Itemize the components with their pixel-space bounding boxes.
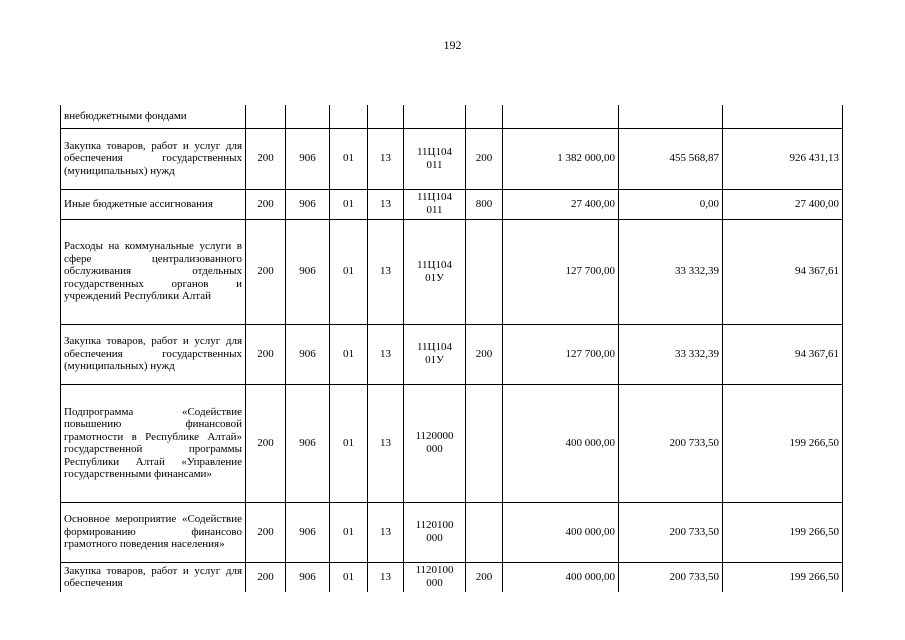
target-code-part: 1120100 [415, 564, 454, 577]
row-name: Закупка товаров, работ и услуг для обеспечения [61, 562, 246, 592]
cell-section: 01 [330, 219, 368, 324]
table-row [61, 105, 843, 128]
target-code-part: 000 [426, 443, 443, 455]
cell-expense-type [466, 384, 503, 502]
row-name: внебюджетными фондами [61, 105, 246, 128]
cell-target-code [404, 219, 466, 324]
cell-ministry: 906 [286, 324, 330, 384]
cell-section: 01 [330, 384, 368, 502]
cell-approved-amount: 127 700,00 [503, 324, 619, 384]
target-code-part: 011 [426, 158, 443, 171]
target-code-part: 000 [426, 577, 443, 590]
cell-subsection: 13 [368, 562, 404, 592]
cell-expense-type: 200 [466, 324, 503, 384]
cell-section: 01 [330, 128, 368, 189]
cell-approved-amount: 1 382 000,00 [503, 128, 619, 189]
cell-target-code [404, 128, 466, 189]
cell-subsection [368, 105, 404, 128]
cell-approved-amount: 400 000,00 [503, 502, 619, 562]
cell-expense-type [466, 502, 503, 562]
cell-executed-amount: 33 332,39 [619, 324, 723, 384]
cell-remaining-amount: 926 431,13 [723, 128, 843, 189]
table-row [61, 384, 843, 502]
cell-remaining-amount: 199 266,50 [723, 562, 843, 592]
cell-ministry: 906 [286, 219, 330, 324]
cell-subsection: 13 [368, 189, 404, 219]
target-code-part: 011 [426, 204, 443, 216]
cell-remaining-amount: 94 367,61 [723, 324, 843, 384]
cell-approved-amount: 127 700,00 [503, 219, 619, 324]
table-row [61, 219, 843, 324]
cell-subsection: 13 [368, 384, 404, 502]
cell-admin: 200 [246, 502, 286, 562]
cell-admin: 200 [246, 219, 286, 324]
cell-ministry: 906 [286, 502, 330, 562]
cell-target-code [404, 562, 466, 592]
table-row [61, 502, 843, 562]
page-number: 192 [443, 38, 462, 52]
cell-section: 01 [330, 562, 368, 592]
table-row [61, 324, 843, 384]
cell-approved-amount [503, 105, 619, 128]
cell-expense-type: 200 [466, 562, 503, 592]
cell-target-code [404, 502, 466, 562]
cell-executed-amount: 33 332,39 [619, 219, 723, 324]
cell-ministry [286, 105, 330, 128]
cell-subsection: 13 [368, 324, 404, 384]
row-name: Подпрограмма «Содействие повышению финансовой грамотности в Республике Алтай» государственной программы Республики Алтай «Управление государственными финансами» [61, 384, 246, 502]
target-code-part: 11Ц104 [416, 341, 453, 353]
cell-executed-amount: 200 733,50 [619, 562, 723, 592]
cell-admin [246, 105, 286, 128]
cell-executed-amount [619, 105, 723, 128]
target-code-part: 1120000 [415, 430, 454, 442]
table-row [61, 128, 843, 189]
cell-expense-type: 200 [466, 128, 503, 189]
table-row [61, 189, 843, 219]
cell-section: 01 [330, 502, 368, 562]
cell-admin: 200 [246, 189, 286, 219]
cell-subsection: 13 [368, 128, 404, 189]
cell-section: 01 [330, 324, 368, 384]
cell-approved-amount: 27 400,00 [503, 189, 619, 219]
cell-section [330, 105, 368, 128]
cell-section: 01 [330, 189, 368, 219]
row-name: Закупка товаров, работ и услуг для обеспечения государственных (муниципальных) нужд [61, 128, 246, 189]
cell-admin: 200 [246, 324, 286, 384]
row-name: Основное мероприятие «Содействие формированию финансово грамотного поведения населения» [61, 502, 246, 562]
cell-ministry: 906 [286, 189, 330, 219]
target-code-part: 1120100 [415, 519, 454, 531]
cell-ministry: 906 [286, 562, 330, 592]
cell-remaining-amount: 94 367,61 [723, 219, 843, 324]
cell-expense-type: 800 [466, 189, 503, 219]
cell-executed-amount: 0,00 [619, 189, 723, 219]
cell-remaining-amount: 199 266,50 [723, 502, 843, 562]
budget-table [60, 105, 843, 592]
cell-executed-amount: 200 733,50 [619, 502, 723, 562]
cell-ministry: 906 [286, 384, 330, 502]
cell-target-code [404, 384, 466, 502]
cell-executed-amount: 200 733,50 [619, 384, 723, 502]
table-row [61, 562, 843, 592]
cell-approved-amount: 400 000,00 [503, 384, 619, 502]
target-code-part: 000 [426, 532, 443, 544]
cell-target-code [404, 324, 466, 384]
cell-remaining-amount: 199 266,50 [723, 384, 843, 502]
cell-approved-amount: 400 000,00 [503, 562, 619, 592]
cell-subsection: 13 [368, 502, 404, 562]
target-code-part: 01У [425, 271, 444, 284]
cell-ministry: 906 [286, 128, 330, 189]
cell-admin: 200 [246, 128, 286, 189]
cell-remaining-amount: 27 400,00 [723, 189, 843, 219]
cell-expense-type [466, 105, 503, 128]
cell-executed-amount: 455 568,87 [619, 128, 723, 189]
cell-expense-type [466, 219, 503, 324]
row-name: Расходы на коммунальные услуги в сфере централизованного обслуживания отдельных государственных органов и учреждений Республики Алтай [61, 219, 246, 324]
cell-subsection: 13 [368, 219, 404, 324]
cell-admin: 200 [246, 384, 286, 502]
cell-target-code [404, 189, 466, 219]
cell-remaining-amount [723, 105, 843, 128]
cell-target-code [404, 105, 466, 128]
cell-admin: 200 [246, 562, 286, 592]
target-code-part: 11Ц104 [416, 145, 453, 158]
target-code-part: 11Ц104 [416, 258, 453, 271]
row-name: Закупка товаров, работ и услуг для обеспечения государственных (муниципальных) нужд [61, 324, 246, 384]
row-name: Иные бюджетные ассигнования [61, 189, 246, 219]
target-code-part: 11Ц104 [416, 191, 453, 203]
target-code-part: 01У [425, 354, 444, 366]
